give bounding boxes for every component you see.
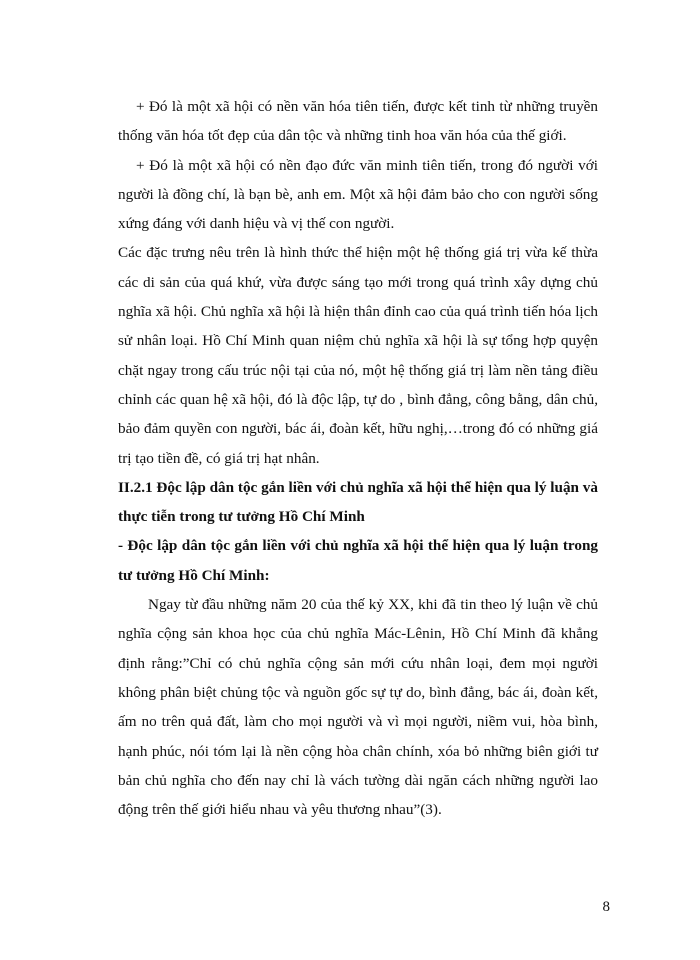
sub-heading: - Độc lập dân tộc gắn liền với chủ nghĩa xã hội thể hiện qua lý luận trong tư tưởng Hồ Chí Minh: <box>118 537 598 584</box>
paragraph-characteristics: Các đặc trưng nêu trên là hình thức thể hiện một hệ thống giá trị vừa kế thừa các di sản của quá khứ, vừa được sáng tạo mới trong quá trình xây dựng chủ nghĩa xã hội. Chủ nghĩa xã hội là hiện thân đỉnh cao của quá trình tiến hóa lịch sử nhân loại. Hồ Chí Minh quan niệm chủ nghĩa xã hội là sự tổng hợp quyện chặt ngay trong cấu trúc nội tại của nó, một hệ thống giá trị làm nền tảng điều chỉnh các quan hệ xã hội, đó là độc lập, tự do , bình đẳng, công bằng, dân chủ, bảo đảm quyền con người, bác ái, đoàn kết, hữu nghị,…trong đó có những giá trị tạo tiền đề, có giá trị hạt nhân. <box>118 244 598 467</box>
paragraph-culture: + Đó là một xã hội có nền văn hóa tiên tiến, được kết tinh từ những truyền thống văn hóa tốt đẹp của dân tộc và những tinh hoa văn hóa của thế giới. <box>118 98 598 145</box>
page-number: 8 <box>602 899 610 915</box>
paragraph-ethics: + Đó là một xã hội có nền đạo đức văn minh tiên tiến, trong đó người với người là đồng chí, là bạn bè, anh em. Một xã hội đảm bảo cho con người sống xứng đáng với danh hiệu và vị thế con người. <box>118 156 598 233</box>
section-heading: II.2.1 Độc lập dân tộc gắn liền với chủ nghĩa xã hội thể hiện qua lý luận và thực tiễn trong tư tưởng Hồ Chí Minh <box>118 478 598 526</box>
paragraph-quote: Ngay từ đầu những năm 20 của thế kỷ XX, khi đã tin theo lý luận về chủ nghĩa cộng sản khoa học của chủ nghĩa Mác-Lênin, Hồ Chí Minh đã khẳng định rằng:”Chỉ có chủ nghĩa cộng sản mới cứu nhân loại, đem mọi người không phân biệt chủng tộc và nguồn gốc sự tự do, bình đẳng, bác ái, đoàn kết, ấm no trên quả đất, làm cho mọi người và vì mọi người, niềm vui, hòa bình, hạnh phúc, nói tóm lại là nền cộng hòa chân chính, xóa bỏ những biên giới tư bản chủ nghĩa cho đến nay chỉ là vách tường dài ngăn cách những người lao động trên thế giới hiểu nhau và yêu thương nhau”(3). <box>118 596 598 819</box>
document-body <box>118 92 598 824</box>
